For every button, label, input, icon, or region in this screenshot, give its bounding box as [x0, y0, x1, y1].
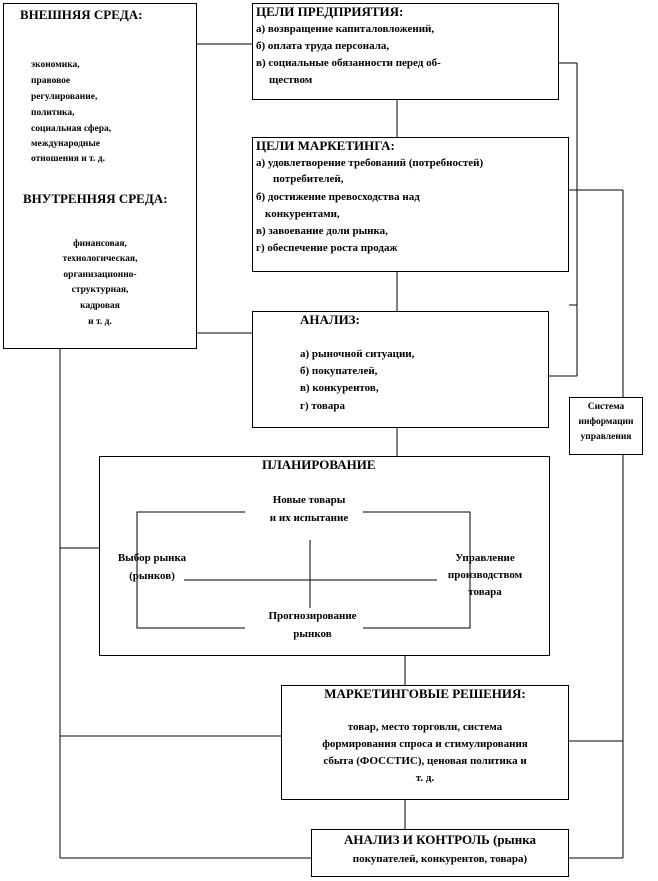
- analysis-item: г) товара: [300, 400, 345, 412]
- marketing-goal-item: г) обеспечение роста продаж: [256, 242, 398, 254]
- external-item: экономика,: [31, 60, 80, 70]
- planning-new-products: Новые товары: [272, 494, 346, 506]
- analysis-control-line: покупателей, конкурентов, товара): [352, 853, 528, 865]
- marketing-goals-box: [252, 137, 569, 272]
- planning-production: Управление: [455, 552, 515, 564]
- marketing-decisions-title: МАРКЕТИНГОВЫЕ РЕШЕНИЯ:: [324, 686, 526, 701]
- enterprise-goal-item: а) возвращение капиталовложений,: [256, 23, 435, 35]
- analysis-title: АНАЛИЗ:: [300, 312, 360, 327]
- marketing-goal-item: а) удовлетворение требований (потребностей): [256, 157, 484, 169]
- planning-market-choice: Выбор рынка: [117, 552, 187, 564]
- enterprise-goal-item: б) оплата труда персонала,: [256, 40, 390, 52]
- internal-item: и т. д.: [88, 317, 112, 327]
- marketing-goal-item: потребителей,: [273, 173, 344, 185]
- mis-line: управления: [580, 432, 632, 442]
- internal-item: финансовая,: [73, 239, 127, 249]
- planning-forecast: Прогнозирование: [268, 610, 357, 622]
- marketing-decisions-box: [281, 685, 569, 800]
- enterprise-goal-item: ществом: [269, 74, 313, 86]
- internal-env-title: ВНУТРЕННЯЯ СРЕДА:: [23, 191, 168, 206]
- enterprise-goal-item: в) социальные обязанности перед об-: [256, 57, 441, 69]
- planning-production-3: товара: [468, 586, 502, 598]
- enterprise-goals-box: [252, 3, 559, 100]
- analysis-item: б) покупателей,: [300, 365, 378, 377]
- marketing-decision-item: формирования спроса и стимулирования: [322, 738, 528, 750]
- external-item: отношения и т. д.: [31, 154, 105, 164]
- marketing-decision-item: т. д.: [415, 772, 435, 784]
- internal-item: структурная,: [71, 285, 129, 295]
- mis-line: информации: [578, 417, 634, 427]
- mis-box: [569, 397, 643, 455]
- analysis-box: [252, 311, 549, 428]
- external-item: социальная сфера,: [31, 124, 112, 134]
- external-item: политика,: [31, 108, 75, 118]
- planning-forecast-2: рынков: [293, 628, 332, 640]
- analysis-item: в) конкурентов,: [300, 382, 379, 394]
- marketing-goal-item: б) достижение превосходства над: [256, 191, 420, 203]
- marketing-goal-item: конкурентами,: [265, 208, 340, 220]
- external-item: международные: [31, 139, 101, 149]
- analysis-item: а) рыночной ситуации,: [300, 348, 415, 360]
- marketing-goal-item: в) завоевание доли рынка,: [256, 225, 388, 237]
- enterprise-goals-title: ЦЕЛИ ПРЕДПРИЯТИЯ:: [256, 4, 404, 19]
- external-env-title: ВНЕШНЯЯ СРЕДА:: [20, 7, 143, 22]
- planning-market-choice-2: (рынков): [129, 570, 175, 582]
- external-item: правовое: [31, 76, 71, 86]
- marketing-goals-title: ЦЕЛИ МАРКЕТИНГА:: [256, 138, 395, 153]
- internal-item: организационно-: [63, 270, 137, 280]
- marketing-decision-item: товар, место торговли, система: [347, 721, 503, 733]
- planning-production-2: производством: [447, 569, 523, 581]
- planning-title: ПЛАНИРОВАНИЕ: [262, 457, 376, 472]
- external-item: регулирование,: [31, 92, 98, 102]
- analysis-control-box: [311, 829, 569, 877]
- internal-item: технологическая,: [62, 254, 138, 264]
- planning-new-products-2: и их испытание: [269, 512, 349, 524]
- environment-box: [3, 3, 197, 349]
- mis-line: Система: [587, 402, 625, 412]
- analysis-control-line: АНАЛИЗ И КОНТРОЛЬ (рынка: [343, 832, 536, 847]
- internal-item: кадровая: [80, 301, 120, 311]
- marketing-decision-item: сбыта (ФОССТИС), ценовая политика и: [323, 755, 527, 767]
